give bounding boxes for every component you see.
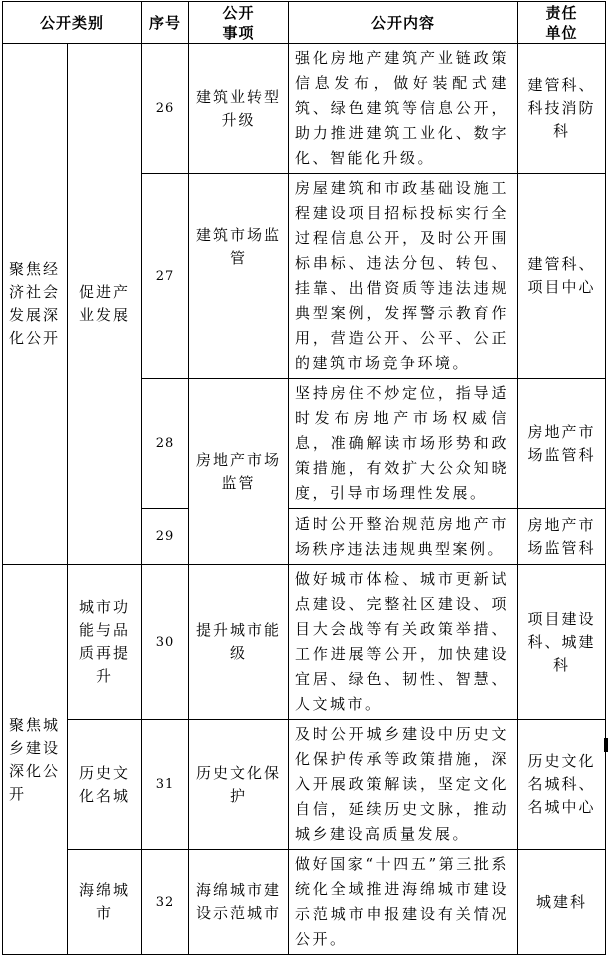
subcategory-cell: 城市功能与品质再提升 [68,565,142,720]
header-item [189,2,289,44]
content-cell: 做好城市体检、城市更新试点建设、完整社区建设、项目大会战等有关政策举措、工作进展等公开，加快建设宜居、绿色、韧性、智慧、人文城市。 [289,565,518,720]
header-dept-line2: 单位 [545,23,578,42]
item-cell: 海绵城市建设示范城市 [189,850,289,955]
item-cell: 历史文化保护 [189,720,289,850]
content-cell: 房屋建筑和市政基础设施工程建设项目招标投标实行全过程信息公开，及时公开围标串标、违法分包、转包、挂靠、出借资质等违法违规典型案例，发挥警示教育作用，营造公开、公平、公正的建筑市场竞争环境。 [289,174,518,379]
table-row [3,565,606,720]
seq-cell: 27 [142,174,189,379]
seq-cell: 31 [142,720,189,850]
header-dept [518,2,606,44]
dept-cell: 城建科 [518,850,606,955]
item-cell: 建筑市场监管 [189,174,289,379]
header-content: 公开内容 [289,2,518,44]
table-row [3,44,606,174]
dept-cell: 建管科、科技消防科 [518,44,606,174]
table-row [3,720,606,850]
header-category: 公开类别 [3,2,142,44]
item-cell: 建筑业转型升级 [189,44,289,174]
subcategory-cell: 海绵城市 [68,850,142,955]
category-cell: 聚焦城乡建设深化公开 [3,565,68,955]
dept-cell: 房地产市场监管科 [518,379,606,509]
content-cell: 适时公开整治规范房地产市场秩序违法违规典型案例。 [289,509,518,565]
dept-cell: 项目建设科、城建科 [518,565,606,720]
seq-cell: 32 [142,850,189,955]
content-cell: 坚持房住不炒定位，指导适时发布房地产市场权威信息，准确解读市场形势和政策措施，有效扩大公众知晓度，引导市场理性发展。 [289,379,518,509]
disclosure-table [2,1,606,955]
content-cell: 及时公开城乡建设中历史文化保护传承等政策措施，深入开展政策解读，坚定文化自信，延续历史文脉，推动城乡建设高质量发展。 [289,720,518,850]
header-row [3,2,606,44]
item-cell: 提升城市能级 [189,565,289,720]
page-edge-marker [604,738,608,752]
subcategory-cell: 历史文化名城 [68,720,142,850]
seq-cell: 26 [142,44,189,174]
header-seq: 序号 [142,2,189,44]
dept-cell: 建管科、项目中心 [518,174,606,379]
seq-cell: 29 [142,509,189,565]
subcategory-cell: 促进产业发展 [68,44,142,565]
table-row [3,850,606,955]
header-item-line1: 公开 [222,3,255,22]
category-cell: 聚焦经济社会发展深化公开 [3,44,68,565]
dept-cell: 房地产市场监管科 [518,509,606,565]
item-cell: 房地产市场监管 [189,379,289,565]
dept-cell: 历史文化名城科、名城中心 [518,720,606,850]
seq-cell: 30 [142,565,189,720]
header-dept-line1: 责任 [545,3,578,22]
header-item-line2: 事项 [222,23,255,42]
content-cell: 做好国家“十四五”第三批系统化全域推进海绵城市建设示范城市申报建设有关情况公开。 [289,850,518,955]
seq-cell: 28 [142,379,189,509]
content-cell: 强化房地产建筑产业链政策信息发布，做好装配式建筑、绿色建筑等信息公开，助力推进建筑工业化、数字化、智能化升级。 [289,44,518,174]
